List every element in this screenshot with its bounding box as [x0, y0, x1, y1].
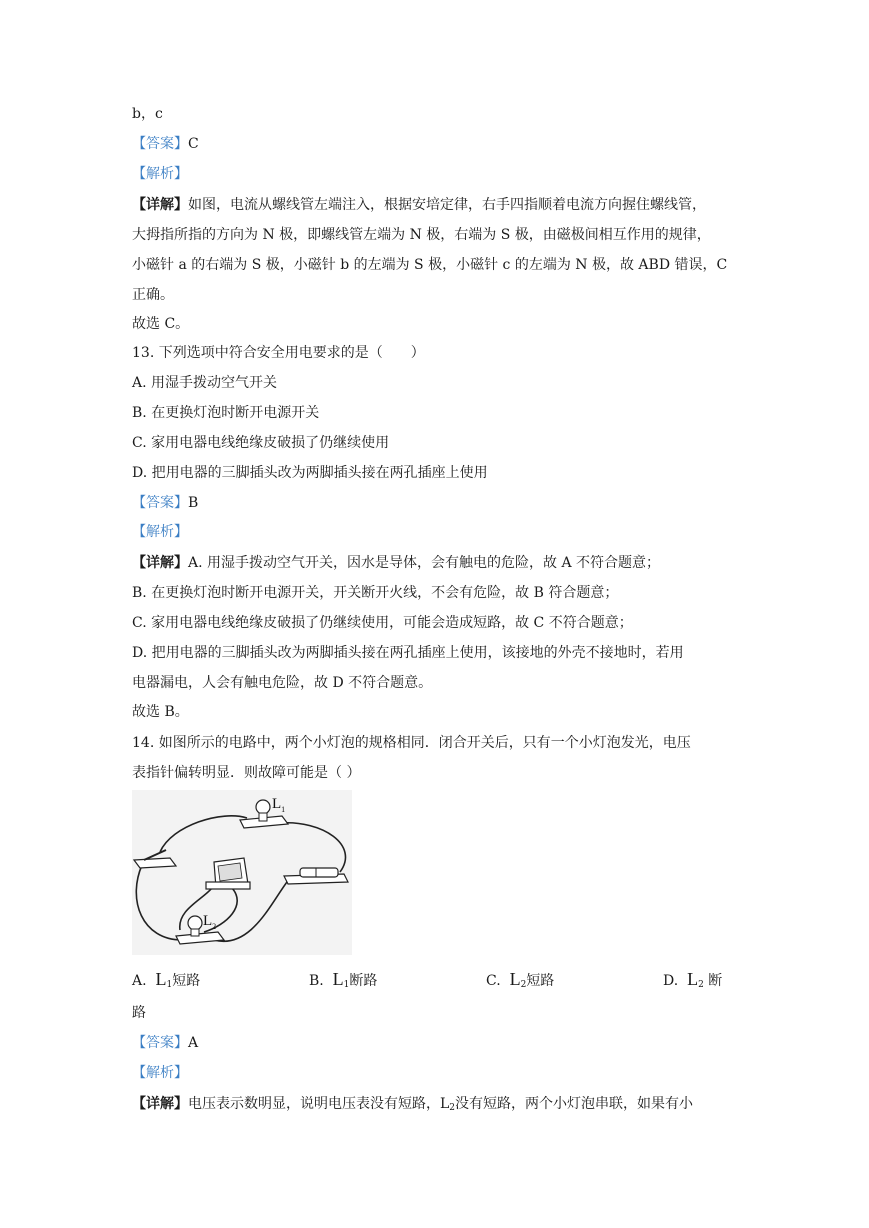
answer-tag: 【答案】 — [132, 136, 188, 152]
detail-14-line-1: 【详解】电压表示数明显，说明电压表没有短路，$L_2$没有短路，两个小灯泡串联，如果有小 — [132, 1096, 694, 1113]
detail-12-line-2: 大拇指所指的方向为 N 极，即螺线管左端为 N 极，右端为 S 极，由磁极间相互作用的规律， — [132, 227, 711, 243]
detail-12-line-4: 正确。 — [132, 287, 174, 303]
lamp-l1-socket — [259, 813, 267, 821]
question-14-line-1: 14. 如图所示的电路中，两个小灯泡的规格相同．闭合开关后，只有一个小灯泡发光，电压 — [132, 735, 691, 751]
voltmeter-base — [206, 882, 250, 889]
analysis-tag: 【解析】 — [132, 166, 188, 182]
analysis-tag: 【解析】 — [132, 524, 188, 540]
answer-value: B — [188, 495, 199, 511]
voltmeter-dial — [218, 863, 242, 881]
lamp-l2-bulb-icon — [188, 916, 202, 930]
detail-13-line-4: D. 把用电器的三脚插头改为两脚插头接在两孔插座上使用，该接地的外壳不接地时，若用 — [132, 645, 684, 661]
analysis-tag: 【解析】 — [132, 1065, 188, 1081]
question-14-line-2: 表指针偏转明显．则故障可能是（ ） — [132, 765, 361, 781]
q14-option-d: D. $L_2$ 断 — [663, 969, 723, 990]
answer-13 — [132, 493, 198, 513]
detail-tag: 【详解】 — [132, 1096, 188, 1112]
lamp-l2-label: $L_2$ — [203, 913, 217, 931]
answer-12 — [132, 134, 199, 154]
q13-option-d: D. 把用电器的三脚插头改为两脚插头接在两孔插座上使用 — [132, 465, 488, 481]
q13-option-b: B. 在更换灯泡时断开电源开关 — [132, 405, 320, 421]
q14-option-c: C. $L_2$短路 — [486, 969, 555, 990]
answer-tag: 【答案】 — [132, 495, 188, 511]
q14-option-a: A. $L_1$短路 — [132, 969, 201, 990]
lamp-l1-bulb-icon — [256, 800, 270, 814]
answer-14 — [132, 1033, 198, 1053]
detail-13-line-3: C. 家用电器电线绝缘皮破损了仍继续使用，可能会造成短路，故 C 不符合题意； — [132, 615, 633, 631]
answer-tag: 【答案】 — [132, 1035, 188, 1051]
detail-12-line-1: 【详解】如图，电流从螺线管左端注入，根据安培定律，右手四指顺着电流方向握住螺线管， — [132, 197, 706, 213]
detail-13-line-2: B. 在更换灯泡时断开电源开关，开关断开火线，不会有危险，故 B 符合题意； — [132, 585, 619, 601]
detail-tag: 【详解】 — [132, 197, 188, 213]
switch-base — [134, 858, 176, 868]
q13-option-a: A. 用湿手拨动空气开关 — [132, 375, 278, 391]
detail-13-line-1: 【详解】A. 用湿手拨动空气开关，因水是导体，会有触电的危险，故 A 不符合题意； — [132, 555, 661, 571]
lamp-l2-socket — [191, 929, 199, 936]
detail-tag: 【详解】 — [132, 555, 188, 571]
lamp-l1-label: $L_1$ — [272, 796, 286, 814]
answer-value: C — [188, 136, 199, 152]
q14-option-b: B. $L_1$断路 — [309, 969, 378, 990]
selection-12: 故选 C。 — [132, 316, 190, 332]
answer-option-fragment: b，c — [132, 106, 163, 122]
q14-option-d-wrap: 路 — [132, 1005, 146, 1021]
question-13: 13. 下列选项中符合安全用电要求的是（ ） — [132, 345, 425, 361]
detail-12-line-3: 小磁针 a 的右端为 S 极，小磁针 b 的左端为 S 极，小磁针 c 的左端为 N 极，故 ABD 错误，C — [132, 257, 728, 273]
detail-13-line-5: 电器漏电，人会有触电危险，故 D 不符合题意。 — [132, 675, 433, 691]
q13-option-c: C. 家用电器电线绝缘皮破损了仍继续使用 — [132, 435, 390, 451]
selection-13: 故选 B。 — [132, 704, 189, 720]
answer-value: A — [188, 1035, 199, 1051]
circuit-diagram — [132, 790, 352, 955]
battery-icon — [300, 868, 338, 877]
